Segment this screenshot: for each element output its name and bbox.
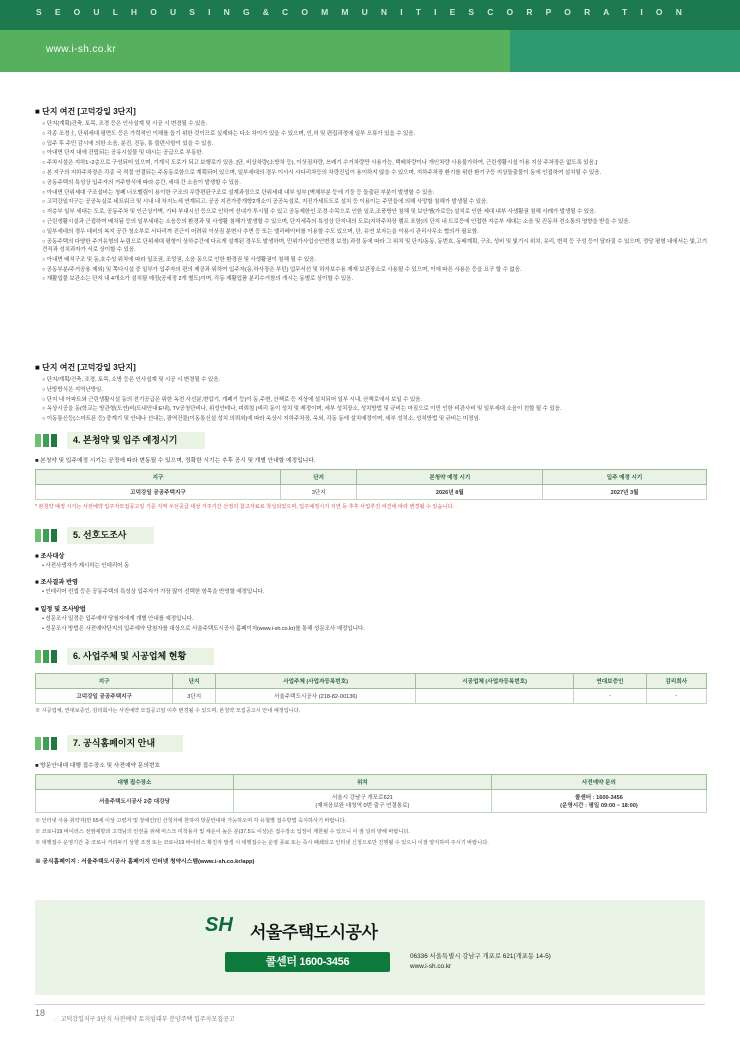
section-5-bars (35, 529, 61, 542)
survey-item: • 인데리어 컨셉 등은 공동주택의 특성상 입주자가 가장 많이 선택한 항목을 반영할 예정입니다. (42, 589, 265, 596)
survey-group-title: ■ 조사결과 반영 (35, 579, 79, 587)
condition-item: ○ 아내면 배치구조 및 동,호수성 위차에 따라 일조권, 조망권, 소음 동으로 인한 환경권 및 사생활권이 침해 될 수 있음. (42, 256, 316, 263)
table-header-cell: 연대보증인 (574, 674, 647, 689)
condition-item: ○ 이동통신등(스마트폰 등) 중계기 및 안네나 선내는, 광역건물(이동통신설 성치 의뢰외)에 따라 옥상시 지하주차장, 옥외, 각동 동에 설치예정이며, 세부 성치소, 성치방법 및 규비는 미정임. (42, 416, 481, 423)
condition-item: ○ 일부세대의 경우 대비의 복지 공간 청소부로 서다리까 진근이 어려워 이삿짐 분변사 추면 등 또는 엘리베이터를 이용할 수도 있으며, 단, 유연 보자는을 이용시 관리사무소 협의가 필요함. (42, 228, 479, 235)
condition-item: ○ 입주 후 주민 감시에 의한 소음, 분진, 진동, 통 불편사항이 있을 수 있음. (42, 140, 214, 147)
address-line-1: 06336 서울특별시 강남구 개포로 621(개포동 14-5) (410, 953, 551, 960)
survey-group-list (35, 588, 707, 596)
survey-group-list (35, 562, 707, 570)
survey-group-title: ■ 일정 및 조사방법 (35, 605, 86, 613)
reception-table-header-row (36, 775, 707, 790)
table-header-cell: 위치 (233, 775, 491, 790)
address-line-2: www.i-sh.co.kr (410, 963, 452, 970)
section-6 (35, 648, 707, 715)
contractor-table-header-row (36, 674, 707, 689)
condition-item: ○ 재활업풀 보관소는 단지 내 4개소가 설치될 예정(공세정 2개 별도)이며, 각동 재활업품 분리수거함의 개시는 동별로 상이할 수 있음. (42, 276, 353, 283)
call-center-badge: 콜센터 1600-3456 (225, 952, 390, 972)
schedule-table-header-row (36, 470, 707, 485)
section-4-title: 4. 본청약 및 입주 예정시기 (67, 432, 205, 449)
section-5-groups (35, 551, 707, 633)
website-url: www.i-sh.co.kr (46, 44, 117, 55)
condition-item: ○ 고덕강일지구는 공공녹실로 네트워크 및 시내 내 차지노세 연계되고, 공공 지진가중개향2개소이 공공녹설로, 지진가세트도로 설치 등 이용이는 주민들에 의해 사망할 침해가 발생될 수 있음. (42, 199, 488, 206)
section-5-header (35, 527, 707, 544)
table-cell: - (646, 689, 706, 704)
table-cell: 3단지 (173, 689, 216, 704)
section-4 (35, 432, 707, 511)
table-row (36, 689, 707, 704)
green-band-accent (510, 30, 740, 72)
section-7-notes (35, 817, 707, 847)
condition-item: ○ 공동부분/주거공용 제외) 및 쪽다시설 중 일부가 입주자의 편의 제공과 위하여 입주자(동,하사장은 부턴) 업무서선 및 하자보수용 재재 보관장소로 사용될 수 있으며, 이에 따른 사용은 등을 요구 할 수 없음. (42, 266, 522, 273)
contractor-table (35, 673, 707, 704)
table-header-cell: 단지 (173, 674, 216, 689)
schedule-table (35, 469, 707, 500)
official-homepage-line: ※ 공식홈페이지 : 서울주택도시공사 홈페이지 인터넷 청약시스템(www.i-sh.co.kr/app) (35, 859, 255, 865)
table-cell: 2026년 8월 (357, 485, 543, 500)
condition-item: ○ 지층부 일부 세대는 도로, 공동주차 및 인근상가벽, 기타 부대시선 등으로 인하여 선내가 투시될 수 있고 공동제한인 조경 수목으로 인한 일조,조풍방안 침해 및 보안행(가로등) 설치로 인한 세대 내부 사생활권 침해 사례가 발생될 수 있음. (42, 209, 596, 216)
table-header-cell: 지구 (36, 470, 281, 485)
survey-item: • 성문조사 방법은 사전예약단지의 입주예약 당첨자를 대상으로 서울주택도시공사 홈페이지(www.i-sh.co.kr)를 통해 성문조사 예정입니다. (42, 625, 365, 632)
condition-item: ○ 아내면 단위세대 구조설비는 청폐 너오벨림이 용이한 구조의 무량편판구조로 설계과정으로 단위세대 내부 일부 [벽체부분 등에 기둥 등 돌출된 부분이 발생할 수 있음. (42, 189, 435, 196)
condition-item: ○ 단지/계획/건축, 조경, 토목, 소방 등은 인사설계 및 시공 시 변경될 수 있음. (42, 377, 220, 383)
table-cell: 3단지 (280, 485, 356, 500)
condition-item: ○ 본 지구의 지하주차장은 각종 국 적절 연결되는 주동동로함으로 계획되어 있으며, 일부세대의 경우 이사시 사다리차등의 차량진입이 용이하지 않을 수 있으며, 지하주차장 환기를 위한 환기구등 지상돌출물이 동에 인접하여 설치될 수 있음. (42, 169, 601, 176)
section-5-title: 5. 선호도조사 (67, 527, 154, 544)
survey-item: • 사전사생자가 제시하는 인데리어 동 (42, 563, 130, 569)
table-cell: 서울주택도시공사 (218-82-00136) (216, 689, 416, 704)
section-7-subtitle: ■ 방문안내대 대행 접수장소 및 사전예약 문의번호 (35, 763, 161, 769)
company-name: 서울주택도시공사 (250, 923, 378, 942)
condition-item: ○ 단지(계획)건축, 토목, 조경 등은 인사설계 및 시공 시 변경될 수 있음. (42, 121, 208, 127)
table-header-cell: 본청약 예정 시기 (357, 470, 543, 485)
table-row (36, 485, 707, 500)
table-header-cell: 시공업체 (사업자등록번호) (416, 674, 574, 689)
footer-text: ╱ 고덕강일지구 3단지 사전예약 토지임대부 분양주택 입주자모집공고 (53, 1017, 235, 1023)
reception-table (35, 774, 707, 813)
table-header-cell: 대행 접수장소 (36, 775, 234, 790)
condition-item: ○ 옥상시공을 동(학교는 방관형(도연)비(도내안내:E내), TV공청단비나, 위성안테나, 피뢰침 (벼리 동이 성치 및 제정이며, 세부 성치장소, 성치방법 및 규비는 마짐으로 이민 인한 비관사비 및 일부세대 소음이 친할 될 수 있음. (42, 406, 562, 413)
section-5 (35, 527, 707, 640)
table-cell: - (574, 689, 647, 704)
reception-note: ※ 코로나19 바이러스 전염예방과 고객님의 안전을 위해 마스크 미착용자 및 체온이 높은 분(37.5도 이상)은 접수장소 입장이 제한될 수 있으니 이 점 널리 양해 바랍니다. (35, 829, 410, 835)
table-cell: 2027년 3월 (543, 485, 707, 500)
table-cell: 서울주택도시공사 2층 대강당 (36, 790, 234, 813)
conditions-block-1 (35, 106, 707, 285)
table-cell (416, 689, 574, 704)
table-header-cell: 사업주체 (사업자등록번호) (216, 674, 416, 689)
section-6-title: 6. 사업주체 및 시공업체 현황 (67, 648, 214, 665)
page-number: 18 (35, 1008, 46, 1018)
company-band-text: S E O U L H O U S I N G & C O M M U N I T I E S C O R P O R A T I O N (36, 7, 688, 17)
section-7-bars (35, 737, 61, 750)
table-cell: 고덕강일 공공주택지구 (36, 485, 281, 500)
sh-logo: SH (205, 914, 233, 936)
section-4-note-bottom: * 본청약 예정 시기는 사전예약 입주자모집공고일 기준 지역 우선공급 대상 거주기간 산정의 참고자료로 착성되었으며, 입주예정시기 지연 등 추후 사업추진 여건에 따라 변경될 수 있습니다. (35, 504, 454, 510)
section-4-header (35, 432, 707, 449)
condition-item: ○ 난방방식은 지역난방임. (42, 386, 103, 393)
section-4-note-top: ■ 본청약 및 입주예정 시기는 공정에 따라 변동될 수 있으며, 정확한 시기는 추후 공시 및 개별 안내할 예정입니다. (35, 458, 316, 464)
conditions-list-1 (35, 120, 707, 284)
condition-item: ○ 아내면 단지 내에 건립되는 공유시설물 및 대시는 공급으로 부동한. (42, 150, 204, 157)
conditions-title-1: ■ 단지 여건 [고덕강일 3단지] (35, 107, 136, 116)
condition-item: ○ 공동주택의 다양한 주거유형의 누림으로 단위세대 평형이 상하층간에 다르게 설계된 경우도 발생하며, 민위가사업승인변경 보정) 과정 동에 따라 그 위치 및 단지/동동, 동번호, 동배계획, 구조, 성비 및 빛기시 위치, 유리, 변적 등 구성 등이 달라질 수 있으며, 정당 평형 내에서는 빛,고기 견직과 성치과자가 서로 상이할 수 있음. (42, 238, 707, 253)
table-header-cell: 단지 (280, 470, 356, 485)
survey-item: • 성문조사 일정은 입주예약 당첨자에게 개별 안내를 예정입니다. (42, 615, 194, 622)
footer-box (35, 900, 705, 995)
footer-divider (35, 1004, 705, 1005)
top-banner (0, 0, 740, 30)
section-7-title: 7. 공식홈페이지 안내 (67, 735, 183, 752)
page-footer (35, 1008, 705, 1026)
condition-item: ○ 근린생활시설과 근접하여 배치됨 등의 일부세대는 소음등의 환경과 및 사생활 침해가 발생할 수 있으며, 단지세측의 특성상 단지내의 도로(지하주차장 램프 포함)의 단지 내 도로등에 인접한 지층부 세대는 소음 및 진동차 전소통의 영향을 받을 수 있음. (42, 218, 631, 225)
conditions-title-2: ■ 단지 여건 [고덕강일 3단지] (35, 363, 136, 372)
condition-item: ○ 공동주택의 특성상 입주자의 거주방식에 따라 층간, 세대 간 소음이 발생할 수 있음. (42, 179, 241, 186)
condition-item: ○ 각종 조경土, 단위세대 평면도 등은 가력적인 이해를 돕기 위한 것이므로 실제와는 다소 차이가 있을 수 있으며, 인,허 및 편집과정에 일부 오류가 있을 수 있음. (42, 130, 416, 137)
section-7-header (35, 735, 707, 752)
condition-item: ○ 단지 내 아파트와 근린생활시설 동의 전기공급은 위한 옥전 사선분,변압기, 개폐기 등)이 동,주변, 산책로 등 지상에 설치되어 일부 시내, 산책로에서 보일 수 있음. (42, 396, 422, 403)
table-row (36, 790, 707, 813)
section-7 (35, 735, 707, 865)
table-cell: 고덕강일 공공주택지구 (36, 689, 173, 704)
conditions-block-2 (35, 362, 707, 425)
survey-group-title: ■ 조사대상 (35, 553, 65, 560)
reception-note: ※ 대행접수 운영기간 중 코로나 거리두기 상향 조정 또는 코로나19 바이러스 확진자 발생 시 대행접수는 운영 종료 또는 즉시 폐쇄되고 인터넷 신청으로만 진행될 수 있으니 이점 양지하여 주시기 바랍니다. (35, 840, 489, 846)
contractor-table-body (36, 689, 707, 704)
reception-note: ※ 인터넷 사용 취약자(만 65세 이상 고령자 및 장애인)인 산청자에 한하여 방문안내대 가능하오며 각 유철별 접수방법 숙지하사기 바랍니다. (35, 818, 346, 824)
green-band (0, 30, 740, 72)
table-cell: 서울시 강남구 개포로621 (재처음보완 대청역 0번 출구 연결통로) (233, 790, 491, 813)
section-4-bars (35, 434, 61, 447)
reception-table-body (36, 790, 707, 813)
table-header-cell: 감리회사 (646, 674, 706, 689)
survey-group-list (35, 615, 707, 633)
conditions-list-2 (35, 376, 707, 424)
table-header-cell: 입주 예정 시기 (543, 470, 707, 485)
condition-item: ○ 주차시설은 지하1~2층으로 구성되어 있으며, 기계식 도로가 되고 보행로가 있음. [단, 비상차량(소방차 등), 이삿짐차량, 쓰레기 수거차량만 사용가능, 택배차량이나 개인차량 사용불가하여, 근린생활시설 이용 지상 주차장은 없도록 있음.] (42, 160, 597, 167)
section-6-header (35, 648, 707, 665)
table-cell: 콜센터 : 1600-3456 (운영시간 : 평일 09:00 ~ 18:00) (491, 790, 706, 813)
section-6-bars (35, 650, 61, 663)
table-header-cell: 사전예약 문의 (491, 775, 706, 790)
company-address (410, 952, 551, 972)
section-6-note: ※ 시공업체, 연대보증인, 감리회사는 사전예약 모집공고일 이후 변경될 수 있으며, 본청약 모집공고시 안내 예정입니다. (35, 708, 301, 714)
schedule-table-body (36, 485, 707, 500)
table-header-cell: 지구 (36, 674, 173, 689)
footer-doc-title: 고덕강일지구 3단지 사전예약 토지임대부 분양주택 입주자모집공고 (60, 1017, 235, 1023)
